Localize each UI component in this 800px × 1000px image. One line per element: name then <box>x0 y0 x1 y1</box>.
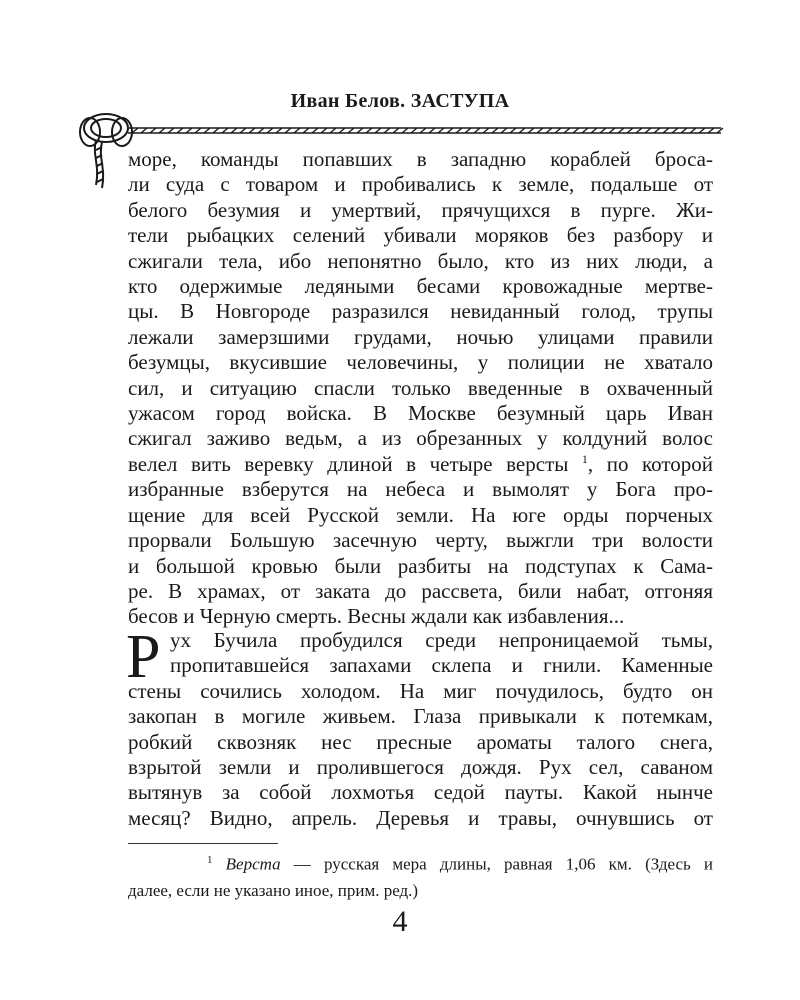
text-line: белого безумия и умертвий, прячущихся в пурге. Жи- <box>128 197 713 222</box>
text-line: кто одержимые ледяными бесами кровожадные мертве- <box>128 274 713 299</box>
footnote-line <box>128 847 713 878</box>
text-line: безумцы, вкусившие человечины, у полиции не хватало <box>128 350 713 375</box>
text-line: стены сочились холодом. На миг почудилось, будто он <box>128 678 713 703</box>
text-line: ли суда с товаром и пробивались к земле, подальше от <box>128 172 713 197</box>
text-line: вытянув за собой лохмотья седой пауты. Какой нынче <box>128 780 713 805</box>
text-line-end: , по которой <box>587 451 713 476</box>
footnote-definition: — русская мера длины, равная 1,06 км. (Здесь и <box>280 854 714 874</box>
footnote <box>128 847 713 904</box>
running-header: Иван Белов. ЗАСТУПА <box>290 90 510 112</box>
text-line: море, команды попавших в западню кораблей броса- <box>128 147 713 171</box>
text-line: ре. В храмах, от заката до рассвета, били набат, отгоняя <box>128 578 713 603</box>
text-line: сил, и ситуацию спасли только введенные в охваченный <box>128 375 713 400</box>
text-line: пропитавшейся запахами склепа и гнили. Каменные <box>170 653 713 678</box>
text-line: щение для всей Русской земли. На юге орды порченых <box>128 502 713 527</box>
text-line: сжигал заживо ведьм, а из обрезанных у колдуний волос <box>128 426 713 451</box>
text-line: избранные взберутся на небеса и вымолят у Бога про- <box>128 477 713 502</box>
paragraph-2 <box>126 623 713 831</box>
text-line: сжигали тела, ибо непонятно было, кто из них люди, а <box>128 248 713 273</box>
text-line: взрытой земли и пролившегося дождя. Рух сел, саваном <box>128 755 713 780</box>
text-line: лежали замерзшими грудами, ночью улицами правили <box>128 324 713 349</box>
footnote-divider <box>128 843 278 844</box>
text-line: закопан в могиле живьем. Глаза привыкали к потемкам, <box>128 704 713 729</box>
text-line: прорвали Большую засечную черту, выжгли три волости <box>128 528 713 553</box>
page-number: 4 <box>392 905 408 938</box>
text-line: цы. В Новгороде разразился невиданный голод, трупы <box>128 299 713 324</box>
paragraph-1 <box>128 147 713 630</box>
footnote-mark[interactable]: 1 <box>581 451 588 466</box>
text-line: бесов и Черную смерть. Весны ждали как избавления... <box>128 604 625 629</box>
text-line: тели рыбацких селений убивали моряков без разбору и <box>128 223 713 248</box>
drop-cap: Р <box>126 623 161 691</box>
text-line-with-footnote <box>128 452 713 477</box>
footnote-term: Верста <box>225 854 281 874</box>
text-line: ужасом город войска. В Москве безумный царь Иван <box>128 401 713 426</box>
text-line-start: велел вить веревку длиной в четыре версты <box>128 451 569 476</box>
text-line: и большой кровью были разбиты на подступах к Сама- <box>128 553 713 578</box>
text-line: ух Бучила пробудился среди непроницаемой тьмы, <box>170 628 713 652</box>
text-line: робкий сквозняк нес пресные ароматы талого снега, <box>128 729 713 754</box>
footnote-number: 1 <box>206 854 213 866</box>
text-line: месяц? Видно, апрель. Деревья и травы, очнувшись от <box>128 805 713 830</box>
footnote-line: далее, если не указано иное, прим. ред.) <box>128 880 419 900</box>
